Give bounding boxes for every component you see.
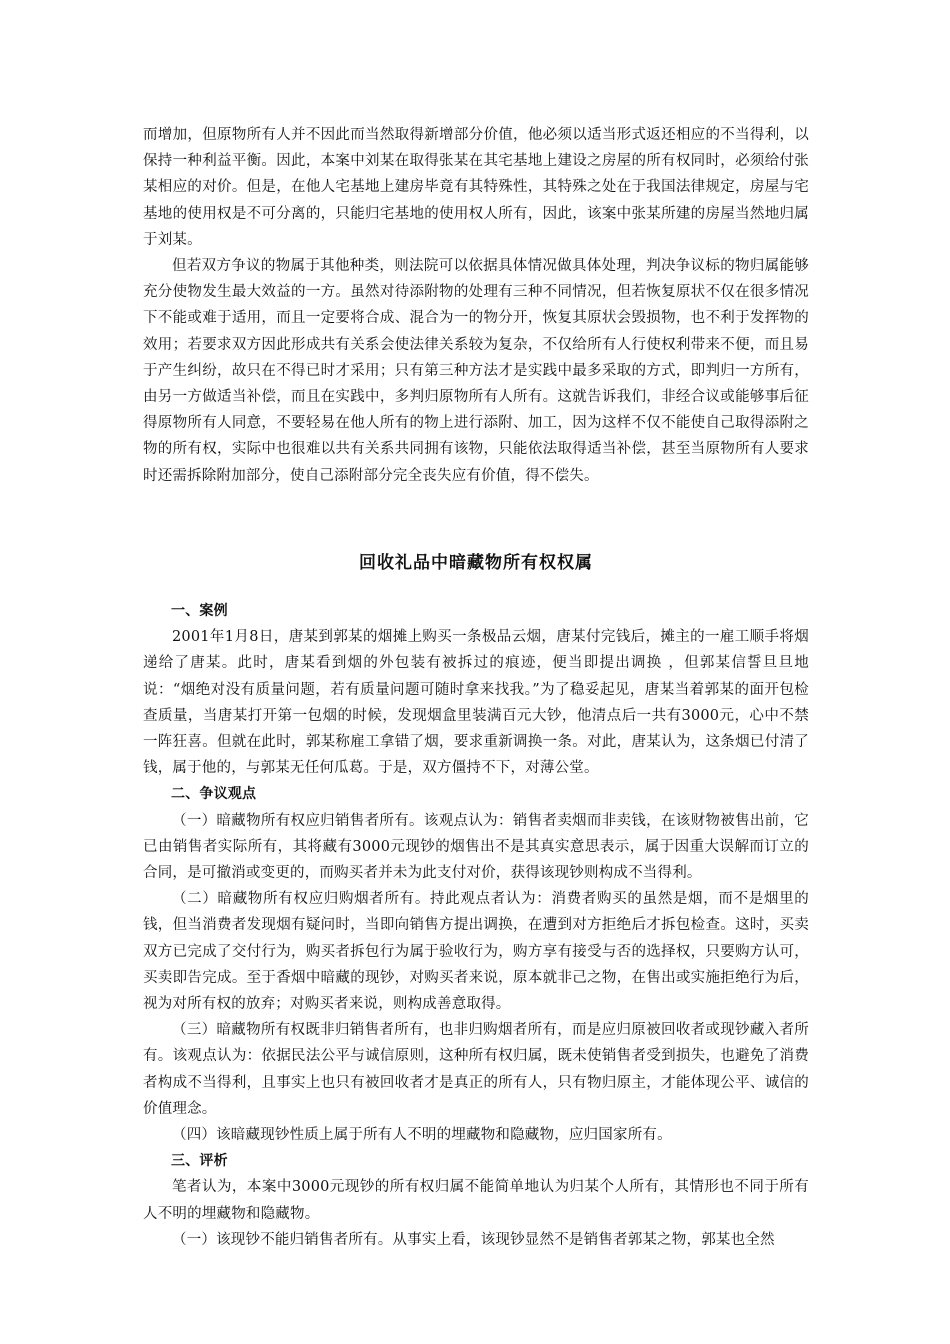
paragraph-analysis-2: （一）该现钞不能归销售者所有。从事实上看，该现钞显然不是销售者郭某之物，郭某也全然 [172,1231,775,1248]
heading-case: 一、案例 [171,603,228,619]
paragraph-analysis-1: 笔者认为，本案中3000元现钞的所有权归属不能简单地认为归某个人所有，其情形也不同于所有人不明的埋藏物和隐藏物。 [143,1179,809,1222]
paragraph-view-1: （一）暗藏物所有权应归销售者所有。该观点认为：销售者卖烟而非卖钱，在该财物被售出前，它已由销售者实际所有，其将藏有3000元现钞的烟售出不是其真实意思表示，属于因重大误解而订立的合同，是可撤消或变更的，而购买者并未为此支付对价，获得该现钞则构成不当得利。 [143,812,809,882]
paragraph-view-4: （四）该暗藏现钞性质上属于所有人不明的埋藏物和隐藏物，应归国家所有。 [172,1127,672,1144]
section1-body [143,122,809,489]
heading-analysis: 三、评析 [171,1153,228,1170]
paragraph-accession-handling: 但若双方争议的物属于其他种类，则法院可以依据具体情况做具体处理，判决争议标的物归属能够充分使物发生最大效益的一方。虽然对待添附物的处理有三种不同情况，但若恢复原状不仅在很多情况下不能或难于适用，而且一定要将合成、混合为一的物分开，恢复其原状会毁损物，也不利于发挥物的效用；若要求双方因此形成共有关系会使法律关系较为复杂，不仅给所有人行使权利带来不便，而且易于产生纠纷，故只在不得已时才采用；只有第三种方法才是实践中最多采取的方式，即判归一方所有，由另一方做适当补偿，而且在实践中，多判归原物所有人所有。这就告诉我们，非经合议或能够事后征得原物所有人同意，不要轻易在他人所有的物上进行添附、加工，因为这样不仅不能使自己取得添附之物的所有权，实际中也很难以共有关系共同拥有该物，只能依法取得适当补偿，甚至当原物所有人要求时还需拆除附加部分，使自己添附部分完全丧失应有价值，得不偿失。 [143,258,809,484]
paragraph-view-2: （二）暗藏物所有权应归购烟者所有。持此观点者认为：消费者购买的虽然是烟，而不是烟里的钱，但当消费者发现烟有疑问时，当即向销售方提出调换，在遭到对方拒绝后才拆包检查。这时，买卖双方已完成了交付行为，购买者拆包行为属于验收行为，购方享有接受与否的选择权，只要购方认可，买卖即告完成。至于香烟中暗藏的现钞，对购买者来说，原本就非己之物，在售出或实施拒绝行为后，视为对所有权的放弃；对购买者来说，则构成善意取得。 [143,891,809,1013]
paragraph-continuation: 而增加，但原物所有人并不因此而当然取得新增部分价值，他必须以适当形式返还相应的不当得利，以保持一种利益平衡。因此，本案中刘某在取得张某在其宅基地上建设之房屋的所有权同时，必须给付张某相应的对价。但是，在他人宅基地上建房毕竟有其特殊性，其特殊之处在于我国法律规定，房屋与宅基地的使用权是不可分离的，只能归宅基地的使用权人所有，因此，该案中张某所建的房屋当然地归属于刘某。 [143,127,809,248]
paragraph-view-3: （三）暗藏物所有权既非归销售者所有，也非归购烟者所有，而是应归原被回收者或现钞藏入者所有。该观点认为：依据民法公平与诚信原则，这种所有权归属，既未使销售者受到损失，也避免了消费者构成不当得利，且事实上也只有被回收者才是真正的所有人，只有物归原主，才能体现公平、诚信的价值理念。 [143,1022,809,1117]
heading-dispute-views: 二、争议观点 [171,786,257,803]
article-title: 回收礼品中暗藏物所有权权属 [359,553,593,573]
section2-body [143,598,809,1253]
paragraph-case: 2001年1月8日，唐某到郭某的烟摊上购买一条极品云烟，唐某付完钱后，摊主的一雇工顺手将烟递给了唐某。此时，唐某看到烟的外包装有被拆过的痕迹，便当即提出调换 ，但郭某信誓旦旦地说：“烟绝对没有质量问题，若有质量问题可随时拿来找我。”为了稳妥起见，唐某当着郭某的面开包检查质量，当唐某打开第一包烟的时候，发现烟盒里装满百元大钞，他清点后一共有3000元，心中不禁一阵狂喜。但就在此时，郭某称雇工拿错了烟，要求重新调换一条。对此，唐某认为，这条烟已付清了钱，属于他的，与郭某无任何瓜葛。于是，双方僵持不下，对薄公堂。 [143,629,809,777]
